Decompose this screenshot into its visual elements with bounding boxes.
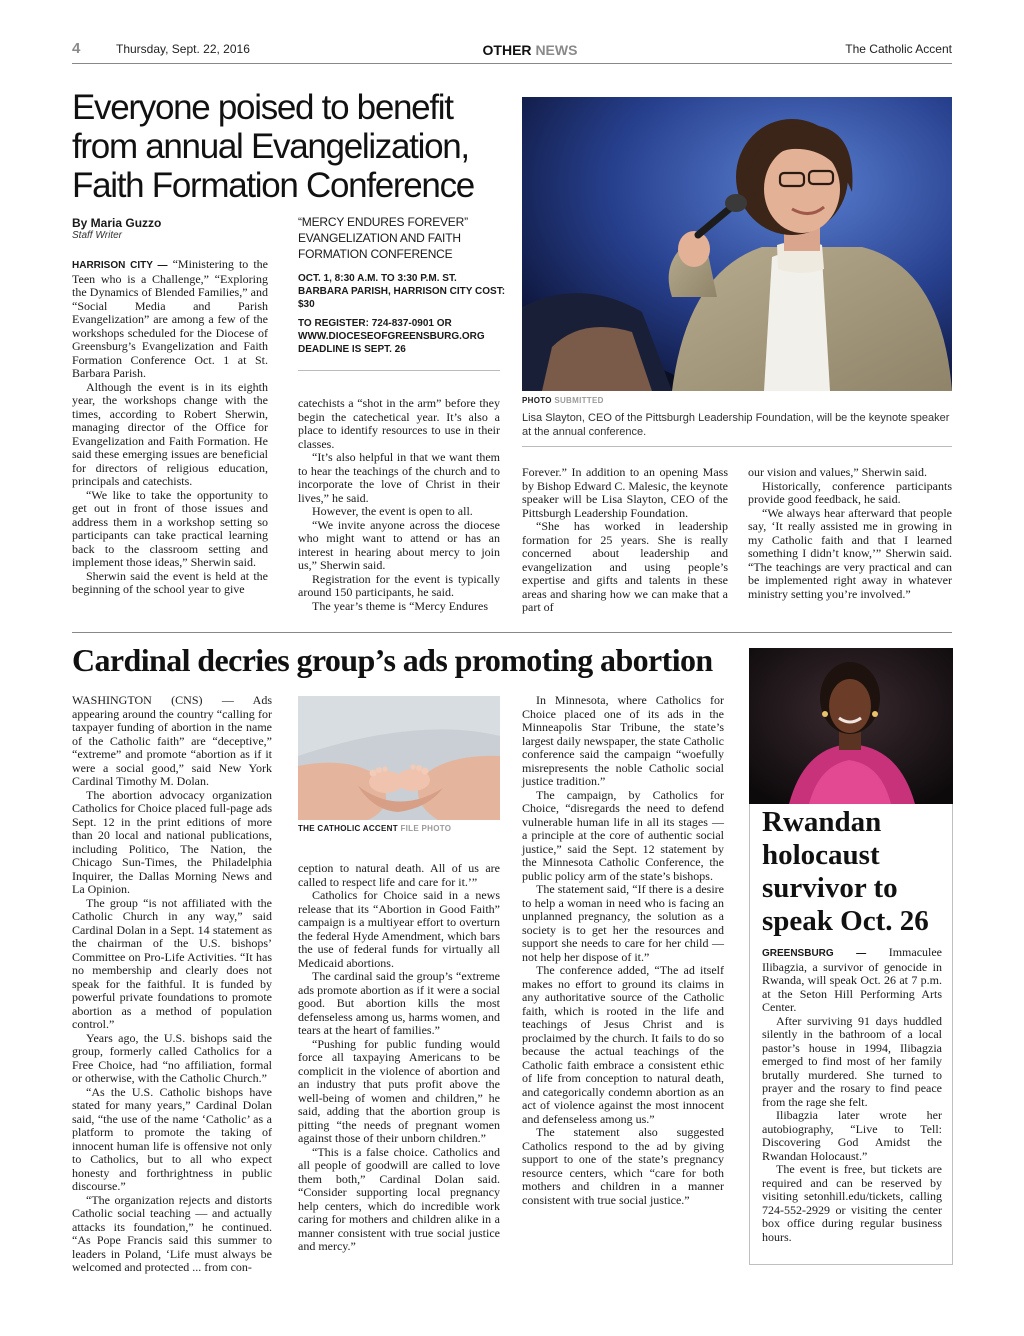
article1-paragraph-text: “Ministering to the Teen who is a Challenge,” “Exploring the Dynamics of Blended Families,” and “Social Media and Parish Evangelization” are among a few of the workshops scheduled for the Diocese of Greensburg’s Evangelization and Faith Formation Conference Oct. 1 at St. Barbara Parish. [72,257,268,380]
article2-paragraph: “This is a false choice. Catholics and all people of goodwill are called to love them both,” Cardinal Dolan said. “Consider supporting local pregnancy help centers, which do incredible work caring for mothers and children alike in a manner consistent with true social justice and mercy.” [298,1144,500,1253]
article1-column-1 [72,258,268,597]
article2-paragraph: “Pushing for public funding would force all taxpaying Americans to be complicit in the violence of abortion and an industry that puts profit above the well-being of women and children,” he said, adding that the abortion group is pitting “the needs of pregnant women against those of their unborn children.” [298,1036,500,1145]
article1-photo-caption: Lisa Slayton, CEO of the Pittsburgh Leadership Foundation, will be the keynote speaker at the annual conference. [522,412,950,438]
article2-paragraph: Years ago, the U.S. bishops said the group, formerly called Catholics for a Free Choice, had “no affiliation, formal or otherwise, with the Catholic Church.” [72,1030,272,1085]
article2-photo-credit-source: FILE PHOTO [400,824,452,833]
section-title-word1: OTHER [482,42,532,58]
article3-paragraph-text: Immaculee Ilibagzia, a survivor of genocide in Rwanda, will speak Oct. 26 at 7 p.m. at the Seton Hill Performing Arts Center. [762,945,943,1014]
article2-photo-credit [298,824,451,833]
immaculee-illustration [749,648,953,804]
caption-rule [522,446,952,447]
article2-paragraph: In Minnesota, where Catholics for Choice placed one of its ads in the Minneapolis Star Tribune, the state’s largest daily newspaper, the state Catholic conference said the campaign “woefully misrepresents the noble Catholic social justice tradition.” [522,693,724,788]
issue-date: Thursday, Sept. 22, 2016 [116,42,250,56]
article3-paragraph: After surviving 91 days huddled silently in the bathroom of a local pastor’s house in 1994, Ilibagzia emerged to find most of her family brutally murdered. She turned to prayer and the rosary to find peace from the rage she felt. [762,1013,942,1109]
article2-column-1 [72,694,272,1275]
article2-paragraph: WASHINGTON (CNS) — Ads appearing around the country “calling for taxpayer funding of abortion in the name of the Catholic faith” are “deceptive,” “extreme” and promote “abortion as if it were a social good,” said New York Cardinal Timothy M. Dolan. [72,693,272,788]
section-title-word2: NEWS [535,42,578,58]
article1-paragraph [72,258,268,381]
article3-paragraph [762,946,942,1015]
article1-photo-credit-source: SUBMITTED [554,396,604,405]
article1-paragraph: “We like to take the opportunity to get out in front of those issues and address them in a workshop setting so participants can take practical learning back to the classroom setting and implement those ideas,” Sherwin said. [72,487,268,569]
baby-feet-photo [298,696,500,820]
conference-info-details: OCT. 1, 8:30 A.M. TO 3:30 P.M. ST. BARBARA PARISH, HARRISON CITY COST: $30 [298,273,506,310]
publication-name: The Catholic Accent [845,42,952,56]
article1-column-2 [298,397,500,613]
article1-headline: Everyone poised to benefit from annual Evangelization, Faith Formation Conference [72,88,474,205]
article2-paragraph: “The organization rejects and distorts Catholic social teaching — and actually attacks its foundation,” he continued. “As Pope Francis said this summer to leaders in Poland, ‘Life must always be welcomed and protected ... from con- [72,1192,272,1274]
conference-info-box [298,214,508,356]
article1-byline: By Maria Guzzo [72,216,162,230]
article1-paragraph: The year’s theme is “Mercy Endures [312,598,489,613]
article1-paragraph: Sherwin said the event is held at the beginning of the school year to give [72,568,268,596]
baby-feet-illustration [298,696,500,820]
keynote-speaker-illustration [522,97,952,391]
article1-photo-credit [522,396,604,405]
page-number: 4 [72,40,81,57]
article1-photo-credit-label: PHOTO [522,396,552,405]
article1-paragraph: “She has worked in leadership formation for 25 years. She is really concerned about leadership and evangelization and using people’s expertise and gifts and talents in these areas and sharing how we can make that a part of [522,519,728,614]
article1-paragraph: “It’s also helpful in that we want them to hear the teachings of the church and to incorporate the love of Christ in their lives,” he said. [298,450,500,505]
article2-paragraph: The group “is not affiliated with the Catholic Church in any way,” said Cardinal Dolan in a Sept. 14 statement as the chairman of the U.S. bishops’ Committee on Pro-Life Activities. “It has no membership and clearly does not speak for the faithful. It is funded by powerful private foundations to promote abortion as a method of population control.” [72,895,272,1031]
article1-paragraph: However, the event is open to all. [312,504,473,518]
article2-column-2 [298,862,500,1254]
article1-column-4 [748,466,952,601]
article1-paragraph: catechists a “shot in the arm” before they begin the catechetical year. It’s also a place to identify resources to use in their classes. [298,396,500,451]
conference-info-title: “MERCY ENDURES FOREVER” EVANGELIZATION AND FAITH FORMATION CONFERENCE [298,215,468,261]
article2-paragraph: ception to natural death. All of us are called to respect life and care for it.’” [298,861,500,889]
article2-column-3 [522,694,724,1207]
article2-paragraph: The conference added, “The ad itself makes no effort to ground its claims in any authoritative source of the Catholic faith, which is rooted in the life and teachings of Jesus Christ and is proclaimed by the church. It fails to do so because the actual teachings of the Catholic faith embrace a consistent ethic of life from conception to natural death, and categorically condemn abortion as an act of violence against the most innocent and defenseless among us.” [522,963,724,1126]
conference-info-register: TO REGISTER: 724-837-0901 OR WWW.DIOCESEOFGREENSBURG.ORG DEADLINE IS SEPT. 26 [298,318,485,355]
article1-byline-role: Staff Writer [72,230,123,241]
article2-paragraph: The statement also suggested Catholics respond to the ad by giving support to one of the state’s pregnancy resource centers, which “care for both mothers and children in a manner consistent with true social justice.” [522,1125,724,1207]
article1-paragraph: Forever.” In addition to an opening Mass by Bishop Edward C. Malesic, the keynote speaker will be Lisa Slayton, CEO of the Pittsburgh Leadership Foundation. [522,465,728,520]
article3-paragraph: The event is free, but tickets are required and can be reserved by visiting setonhill.edu/tickets, calling 724-552-2929 or visiting the center box office during regular business hours. [762,1162,942,1244]
article-divider [72,632,952,633]
article2-paragraph: The campaign, by Catholics for Choice, “disregards the need to defend vulnerable human life in all its stages — a principle at the core of authentic social justice,” said the Sept. 12 statement by the Minnesota Catholic Conference, the public policy arm of the state’s bishops. [522,787,724,883]
article2-paragraph: Catholics for Choice said in a news release that its “Abortion in Good Faith” campaign is a multiyear effort to overturn the federal Hyde Amendment, which bars the use of federal funds for virtually all Medicaid abortions. [298,888,500,970]
article3-body [762,946,942,1244]
section-title [470,42,590,58]
article1-column-3 [522,466,728,615]
article2-photo-credit-label: THE CATHOLIC ACCENT [298,824,398,833]
article3-paragraph: Ilibagzia later wrote her autobiography, “Live to Tell: Discovering God Amidst the Rwandan Holocaust.” [762,1108,942,1163]
article2-paragraph: The cardinal said the group’s “extreme ads promote abortion as if it were a social good. But abortion kills the most defenseless among us, harms women, and tears at the heart of families.” [298,969,500,1037]
article1-dateline: HARRISON CITY — [72,260,168,271]
article3-dateline: GREENSBURG — [762,948,867,959]
article1-paragraph: Although the event is in its eighth year, the workshops change with the times, according to Robert Sherwin, managing director of the Office for Evangelization and Faith Formation. He said these emerging issues are beneficial for directors of religious education, principals and catechists. [72,379,268,488]
article2-paragraph: The statement said, “If there is a desire to help a woman in need who is facing an unplanned pregnancy, the solution as a society is to get her the resources and support she needs to care for her child — not help her dispose of it.” [522,882,724,964]
immaculee-photo [749,648,953,804]
article2-headline: Cardinal decries group’s ads promoting abortion [72,642,713,678]
article1-paragraph: Registration for the event is typically around 150 participants, he said. [298,571,500,599]
article3-headline: Rwandan holocaust survivor to speak Oct. 26 [762,806,929,937]
article2-paragraph: The abortion advocacy organization Catholics for Choice placed full-page ads Sept. 12 in the print editions of more than 20 local and national publications, including Politico, The Nation, the Chicago Sun-Times, the Philadelphia Inquirer, the Dallas Morning News and La Opinion. [72,787,272,896]
article1-paragraph: “We always hear afterward that people say, ‘It really assisted me in growing in my Catholic faith and that I learned something I didn’t know,’” Sherwin said. “The teachings are very practical and can be implemented right away in whatever ministry setting you’re involved.” [748,505,952,601]
article2-paragraph: “As the U.S. Catholic bishops have stated for many years,” Cardinal Dolan said, “the use of the name ‘Catholic’ as a platform to promote the taking of innocent human life is offensive not only to Catholics, but to all who expect honesty and forthrightness in public discourse.” [72,1084,272,1193]
header-rule [72,63,952,64]
article1-paragraph: Historically, conference participants provide good feedback, he said. [748,478,952,506]
keynote-speaker-photo [522,97,952,391]
article1-paragraph: “We invite anyone across the diocese who might want to attend or has an interest in hearing about mercy to join us,” Sherwin said. [298,517,500,572]
article1-paragraph: our vision and values,” Sherwin said. [748,465,927,479]
info-box-rule [298,370,500,371]
